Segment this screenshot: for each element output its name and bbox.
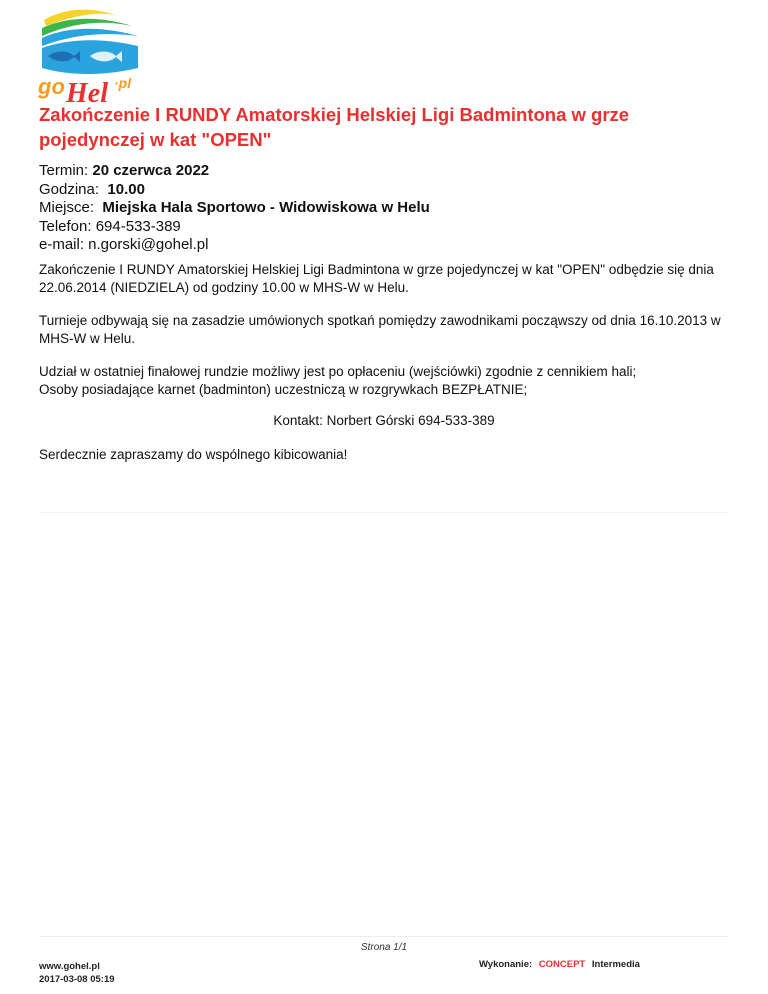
termin-value: 20 czerwca 2022: [92, 162, 210, 179]
page-number: Strona 1/1: [360, 942, 408, 953]
termin-label: Termin:: [39, 162, 89, 179]
termin-row: [39, 162, 430, 181]
logo-pl: ·pl: [114, 75, 132, 91]
fees-line-2: Osoby posiadające karnet (badminton) uczestniczą w rozgrywkach BEZPŁATNIE;: [39, 382, 528, 397]
credit-intermedia: Intermedia: [591, 959, 640, 970]
footer-datetime: 2017-03-08 05:19: [39, 974, 115, 985]
footer-site: www.gohel.pl: [39, 961, 100, 972]
paragraph-rules: Turnieje odbywają się na zasadzie umówionych spotkań pomiędzy zawodnikami począwszy od dnia 16.10.2013 w MHS-W w Helu.: [39, 313, 721, 346]
godzina-label: Godzina:: [39, 180, 100, 198]
event-details: [39, 162, 430, 255]
gohel-logo: [34, 6, 144, 106]
credit-label: Wykonanie:: [479, 959, 533, 970]
footer-credit: [479, 959, 640, 970]
telefon-row: Telefon: 694-533-389: [39, 217, 181, 235]
content-divider: [39, 512, 729, 513]
miejsce-value: Miejska Hala Sportowo - Widowiskowa w Helu: [102, 199, 430, 216]
paragraph-fees: [39, 363, 729, 399]
page-title: Zakończenie I RUNDY Amatorskiej Helskiej Ligi Badmintona w grze pojedynczej w kat "OPEN": [39, 104, 630, 150]
footer-divider: [39, 936, 729, 937]
miejsce-row: [39, 199, 430, 218]
godzina-row: [39, 181, 430, 200]
logo-hel: Hel: [66, 78, 108, 106]
footer-left: [39, 960, 115, 986]
fees-line-1: Udział w ostatniej finałowej rundzie możliwy jest po opłaceniu (wejściówki) zgodnie z cennikiem hali;: [39, 364, 637, 379]
paragraph-announcement: Zakończenie I RUNDY Amatorskiej Helskiej Ligi Badmintona w grze pojedynczej w kat "OPEN" odbędzie się dnia 22.06.2014 (NIEDZIELA) od godziny 10.00 w MHS-W w Helu.: [39, 262, 714, 295]
godzina-value: 10.00: [107, 180, 145, 198]
logo-go: go: [38, 74, 65, 99]
miejsce-label: Miejsce:: [39, 199, 95, 216]
credit-concept: CONCEPT: [538, 959, 586, 970]
closing-line: Serdecznie zapraszamy do wspólnego kibicowania!: [39, 447, 348, 462]
email-row: e-mail: n.gorski@gohel.pl: [39, 236, 209, 253]
contact-line: Kontakt: Norbert Górski 694-533-389: [273, 413, 495, 428]
